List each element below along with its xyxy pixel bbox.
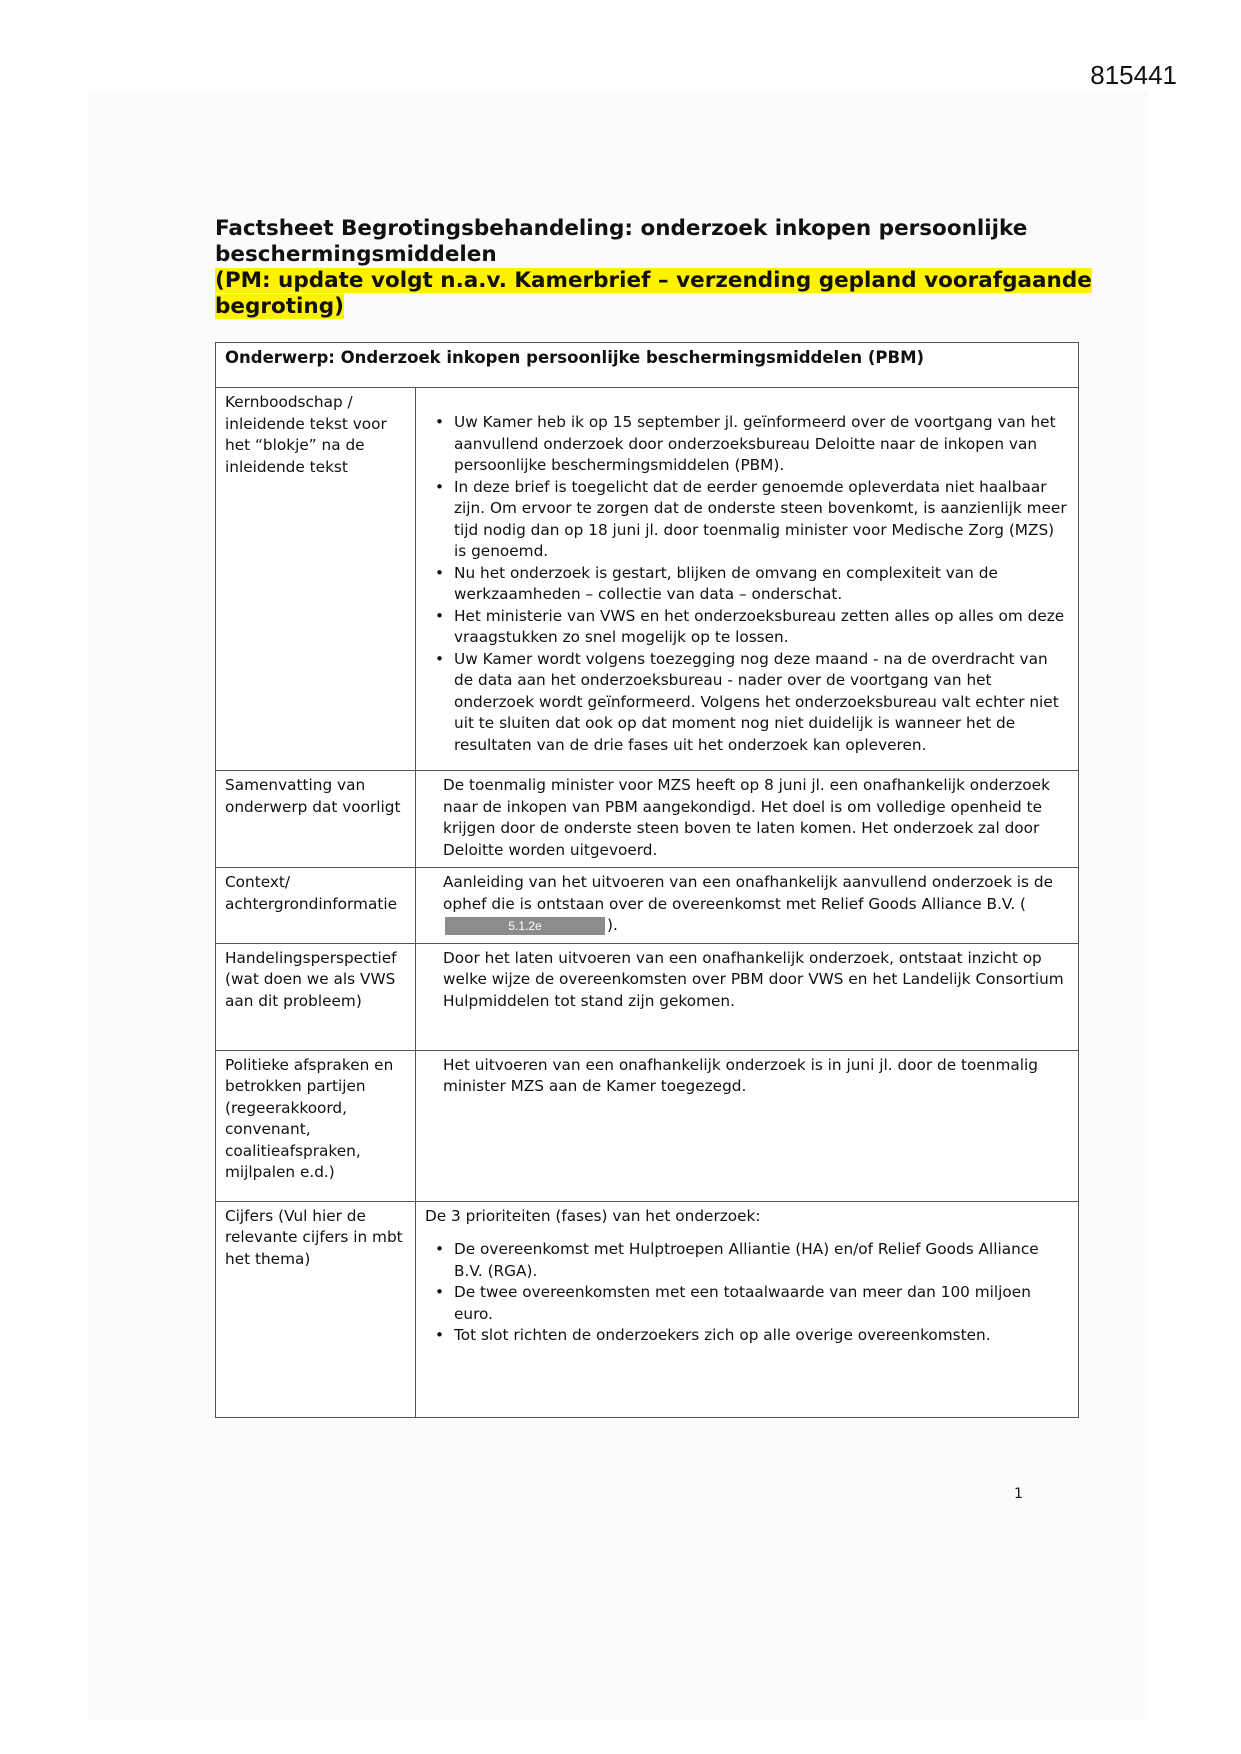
list-item: • De twee overeenkomsten met een totaalwaarde van meer dan 100 miljoen euro. <box>454 1282 1070 1325</box>
list-item: • Uw Kamer heb ik op 15 september jl. geïnformeerd over de voortgang van het aanvullend onderzoek door onderzoeksbureau Deloitte naar de inkopen van persoonlijke beschermingsmiddelen (PBM). <box>454 412 1070 477</box>
redaction-box: 5.1.2e <box>445 917 605 935</box>
factsheet-table <box>215 342 1079 1418</box>
list-item: • In deze brief is toegelicht dat de eerder genoemde opleverdata niet haalbaar zijn. Om ervoor te zorgen dat de onderste steen bovenkomt, is aanzienlijk meer tijd nodig dan op 18 juni jl. door toenmalig minister voor Medische Zorg (MZS) is genoemd. <box>454 477 1070 563</box>
list-item: • Het ministerie van VWS en het onderzoeksbureau zetten alles op alles om deze vraagstukken zo snel mogelijk op te lossen. <box>454 606 1070 649</box>
politieke-afspraken-text: Het uitvoeren van een onafhankelijk onderzoek is in juni jl. door de toenmalig minister MZS aan de Kamer toegezegd. <box>416 1050 1079 1201</box>
factsheet-title <box>215 216 1095 320</box>
title-highlight-note: (PM: update volgt n.a.v. Kamerbrief – verzending gepland voorafgaande begroting) <box>215 268 1092 319</box>
handelingsperspectief-text: Door het laten uitvoeren van een onafhankelijk onderzoek, ontstaat inzicht op welke wijze de overeenkomsten over PBM door VWS en het Landelijk Consortium Hulpmiddelen tot stand zijn gekomen. <box>416 943 1079 1050</box>
samenvatting-text: De toenmalig minister voor MZS heeft op 8 juni jl. een onafhankelijk onderzoek naar de inkopen van PBM aangekondigd. Het doel is om volledige openheid te krijgen door de onderste steen boven te laten komen. Het onderzoek zal door Deloitte worden uitgevoerd. <box>416 771 1079 868</box>
politieke-afspraken-label: Politieke afspraken en betrokken partijen (regeerakkoord, convenant, coalitieafspraken, mijlpalen e.d.) <box>216 1050 416 1201</box>
kernboodschap-label: Kernboodschap / inleidende tekst voor het “blokje” na de inleidende tekst <box>216 388 416 771</box>
list-item: • Tot slot richten de onderzoekers zich op alle overige overeenkomsten. <box>454 1325 1070 1347</box>
cijfers-intro: De 3 prioriteiten (fases) van het onderzoek: <box>425 1206 761 1225</box>
kernboodschap-list <box>425 412 1070 756</box>
cijfers-list <box>425 1239 1070 1347</box>
document-id: 815441 <box>1090 60 1177 90</box>
list-item: • Nu het onderzoek is gestart, blijken de omvang en complexiteit van de werkzaamheden – collectie van data – onderschat. <box>454 563 1070 606</box>
cijfers-label: Cijfers (Vul hier de relevante cijfers in mbt het thema) <box>216 1201 416 1417</box>
cijfers-content <box>416 1201 1079 1417</box>
context-label: Context/ achtergrondinformatie <box>216 868 416 944</box>
context-text-end: ). <box>607 916 618 934</box>
handelingsperspectief-label: Handelingsperspectief (wat doen we als VWS aan dit probleem) <box>216 943 416 1050</box>
list-item: • Uw Kamer wordt volgens toezegging nog deze maand - na de overdracht van de data aan het onderzoeksbureau - nader over de voortgang van het onderzoek wordt geïnformeerd. Volgens het onderzoeksbureau valt echter niet uit te sluiten dat ook op dat moment nog niet duidelijk is wanneer het de resultaten van de drie fases uit het onderzoek kan opleveren. <box>454 649 1070 757</box>
kernboodschap-content <box>416 388 1079 771</box>
context-text: Aanleiding van het uitvoeren van een onafhankelijk aanvullend onderzoek is de ophef die is ontstaan over de overeenkomst met Relief Goods Alliance B.V. ( <box>443 873 1054 913</box>
list-item: • De overeenkomst met Hulptroepen Alliantie (HA) en/of Relief Goods Alliance B.V. (RGA). <box>454 1239 1070 1282</box>
title-main: Factsheet Begrotingsbehandeling: onderzoek inkopen persoonlijke beschermingsmiddelen <box>215 216 1028 267</box>
subject-header: Onderwerp: Onderzoek inkopen persoonlijke beschermingsmiddelen (PBM) <box>216 343 1079 388</box>
page-number: 1 <box>1014 1486 1023 1502</box>
samenvatting-label: Samenvatting van onderwerp dat voorligt <box>216 771 416 868</box>
context-content <box>416 868 1079 944</box>
